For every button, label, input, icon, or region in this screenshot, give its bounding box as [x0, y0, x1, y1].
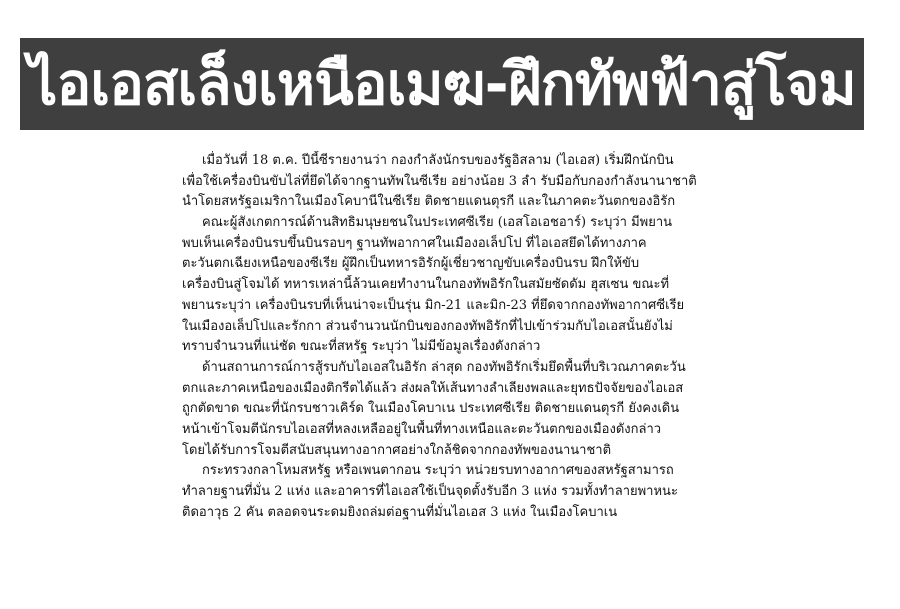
text-line: นำโดยสหรัฐอเมริกาในเมืองโคบานีในซีเรีย ติดชายแดนตุรกี และในภาคตะวันตกของอิรัก	[182, 194, 676, 210]
text-line: ตะวันตกเฉียงเหนือของซีเรีย ผู้ฝึกเป็นทหารอิรักผู้เชี่ยวชาญขับเครื่องบินรบ ฝึกให้ขับ	[182, 256, 640, 272]
text-line: ในเมืองอเล็ปโปและรักกา ส่วนจำนวนนักบินของกองทัพอิรักที่ไปเข้าร่วมกับไอเอสนั้นยังไม่	[182, 318, 673, 334]
paragraph	[182, 358, 712, 461]
text-line: ด้านสถานการณ์การสู้รบกับไอเอสในอิรัก ล่าสุด กองทัพอิรักเริ่มยึดพื้นที่บริเวณภาคตะวัน	[202, 359, 686, 375]
text-line: พยานระบุว่า เครื่องบินรบที่เห็นน่าจะเป็นรุ่น มิก-21 และมิก-23 ที่ยึดจากกองทัพอากาศซีเรีย	[182, 297, 685, 313]
headline: ไอเอสเล็งเหนือเมฆ-ฝึกทัพฟ้าสู่โจม	[28, 50, 856, 118]
text-line: ทราบจำนวนที่แน่ชัด ขณะที่สหรัฐ ระบุว่า ไม่มีข้อมูลเรื่องดังกล่าว	[182, 339, 541, 355]
text-line: ติดอาวุธ 2 คัน ตลอดจนระดมยิงถล่มต่อฐานที่มั่นไอเอส 3 แห่ง ในเมืองโคบาเน	[182, 504, 618, 520]
paragraph	[182, 461, 712, 523]
text-line: เพื่อใช้เครื่องบินขับไล่ที่ยึดได้จากฐานทัพในซีเรีย อย่างน้อย 3 ลำ รับมือกับกองกำลังนานาชาติ	[182, 173, 697, 189]
text-line: กระทรวงกลาโหมสหรัฐ หรือเพนตากอน ระบุว่า หน่วยรบทางอากาศของสหรัฐสามารถ	[202, 463, 674, 479]
text-line: โดยได้รับการโจมตีสนับสนุนทางอากาศอย่างใกล้ชิดจากกองทัพของนานาชาติ	[182, 442, 612, 458]
headline-banner	[20, 38, 864, 130]
text-line: หน้าเข้าโจมตีนักรบไอเอสที่หลงเหลืออยู่ในพื้นที่ทางเหนือและตะวันตกของเมืองดังกล่าว	[182, 421, 662, 437]
text-line: พบเห็นเครื่องบินรบขึ้นบินรอบๆ ฐานทัพอากาศในเมืองอเล็ปโป ที่ไอเอสยึดได้ทางภาค	[182, 235, 647, 251]
paragraph	[182, 151, 712, 213]
text-line: ถูกตัดขาด ขณะที่นักรบชาวเคิร์ด ในเมืองโคบาเน ประเทศซีเรีย ติดชายแดนตุรกี ยังคงเดิน	[182, 401, 680, 417]
text-line: ทำลายฐานที่มั่น 2 แห่ง และอาคารที่ไอเอสใช้เป็นจุดตั้งรับอีก 3 แห่ง รวมทั้งทำลายพาหนะ	[182, 484, 678, 499]
text-line: เมื่อวันที่ 18 ต.ค. ปีนี้ซีรายงานว่า กองกำลังนักรบของรัฐอิสลาม (ไอเอส) เริ่มฝึกนักบิน	[202, 153, 674, 168]
text-line: ตกและภาคเหนือของเมืองติกรีตได้แล้ว ส่งผลให้เส้นทางลำเลียงพลและยุทธปัจจัยของไอเอส	[182, 380, 684, 396]
text-line: คณะผู้สังเกตการณ์ด้านสิทธิมนุษยชนในประเทศซีเรีย (เอสโอเอชอาร์) ระบุว่า มีพยาน	[202, 215, 673, 231]
paragraph	[182, 213, 712, 358]
text-line: เครื่องบินสู่โจมได้ ทหารเหล่านี้ล้วนเคยทำงานในกองทัพอิรักในสมัยซัดดัม ฮุสเซน ขณะที่	[182, 277, 670, 293]
article-body	[182, 151, 712, 523]
